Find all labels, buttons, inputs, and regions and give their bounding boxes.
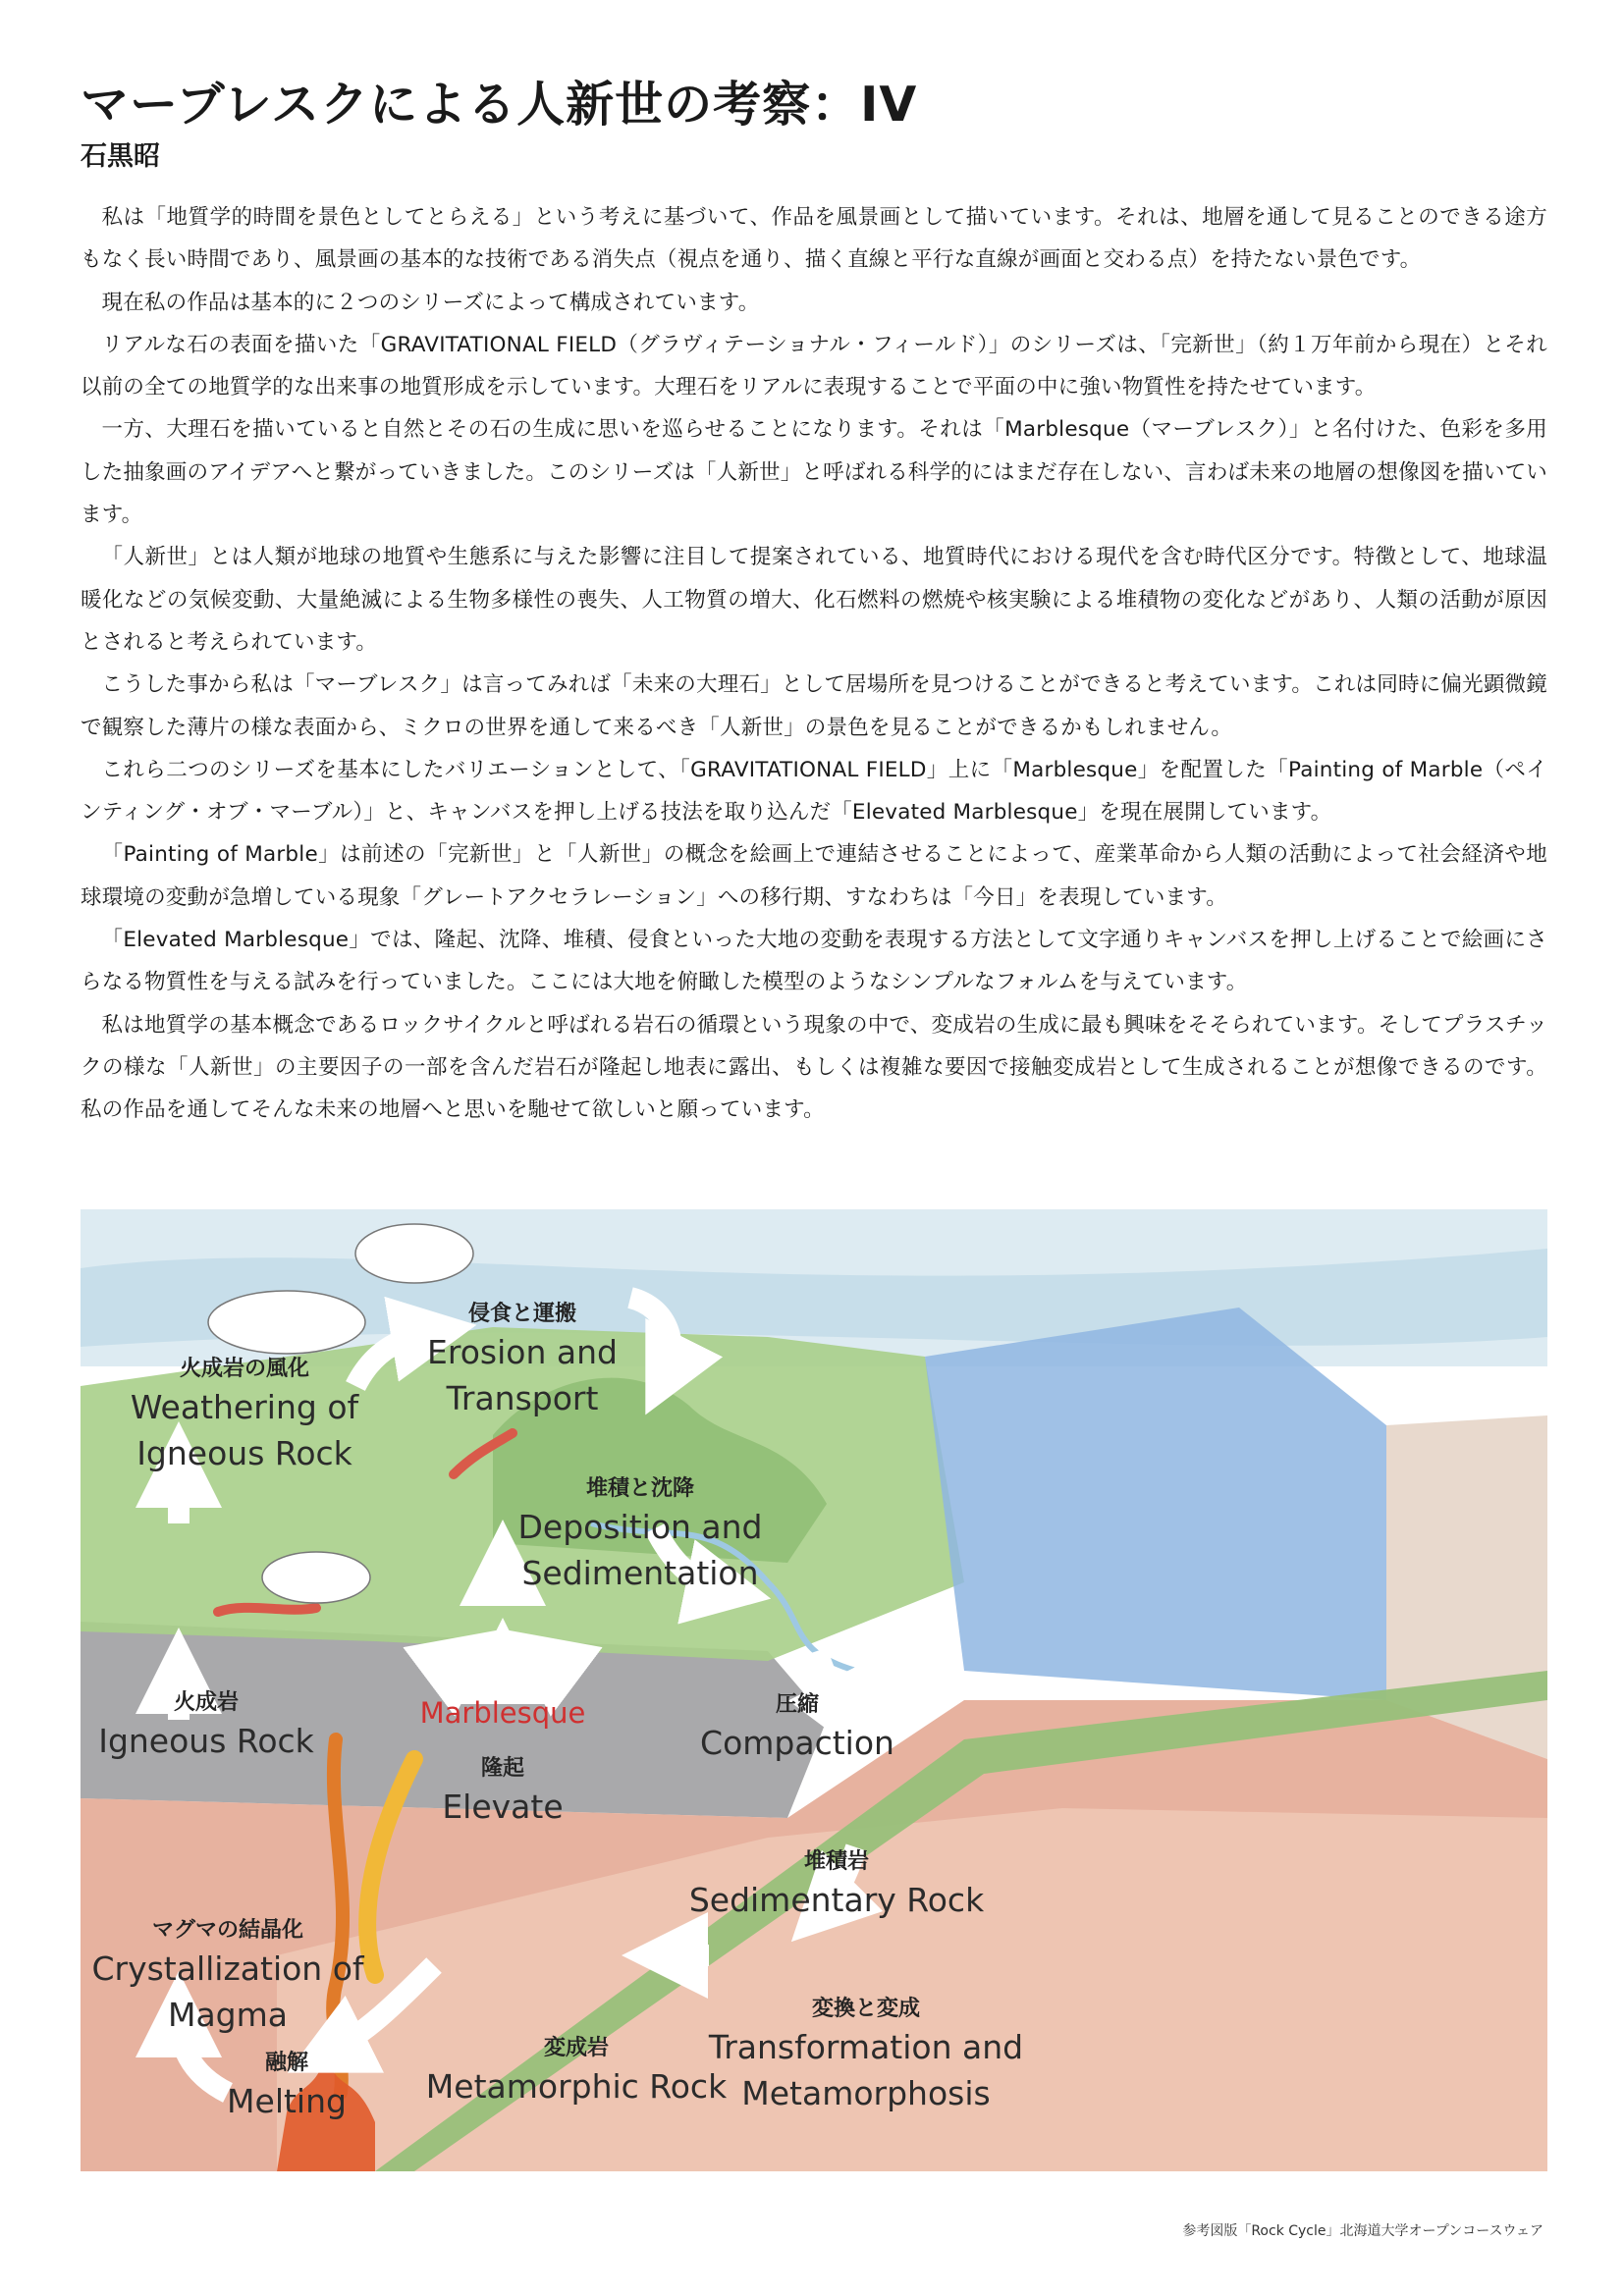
paragraph: 「人新世」とは人類が地球の地質や生態系に与えた影響に注目して提案されている、地質時代における現代を含む時代区分です。特徴として、地球温暖化などの気候変動、大量絶滅による生物多様性の喪失、人工物質の増大、化石燃料の燃焼や核実験による堆積物の変化などがあり、人類の活動が原因とされると考えられています。 (81, 545, 1547, 655)
label-marblesque: Marblesque (419, 1696, 586, 1730)
body-text (81, 196, 1547, 1132)
author-name: 石黒昭 (81, 141, 160, 172)
label-sedimentary: 堆積岩 Sedimentary Rock (688, 1849, 985, 1919)
cloud (355, 1224, 473, 1283)
figure-caption: 参考図版「Rock Cycle」北海道大学オープンコースウェア (1182, 2223, 1543, 2239)
paragraph: 「Elevated Marblesque」では、隆起、沈降、堆積、侵食といった大地の変動を表現する方法として文字通りキャンバスを押し上げることで絵画にさらなる物質性を与える試みを行っていました。ここには大地を俯瞰した模型のようなシンプルなフォルムを与えています。 (81, 928, 1547, 995)
paragraph: リアルな石の表面を描いた「GRAVITATIONAL FIELD（グラヴィテーショナル・フィールド）」のシリーズは、「完新世」（約１万年前から現在）とそれ以前の全ての地質学的な出来事の地質形成を示しています。大理石をリアルに表現することで平面の中に強い物質性を持たせています。 (81, 332, 1547, 400)
arrow (542, 1656, 562, 1671)
paragraph: 現在私の作品は基本的に２つのシリーズによって構成されています。 (101, 290, 760, 315)
label-elevate: 隆起 Elevate (442, 1756, 564, 1826)
rock-cycle-figure (81, 1209, 1547, 2171)
label-erosion: 侵食と運搬 Erosion and Transport (427, 1302, 618, 1417)
page-title: マーブレスクによる人新世の考察：IV (81, 77, 918, 133)
lava-streak (218, 1608, 316, 1612)
paragraph: 私は「地質学的時間を景色としてとらえる」という考えに基づいて、作品を風景画として描いています。それは、地層を通して見ることのできる途方もなく長い時間であり、風景画の基本的な技術である消失点（視点を通り、描く直線と平行な直線が画面と交わる点）を持たない景色です。 (81, 205, 1547, 273)
paragraph: こうした事から私は「マーブレスク」は言ってみれば「未来の大理石」として居場所を見つけることができると考えています。これは同時に偏光顕微鏡で観察した薄片の様な表面から、ミクロの世界を通して来るべき「人新世」の景色を見ることができるかもしれません。 (81, 672, 1547, 740)
label-metamorphic: 変成岩 Metamorphic Rock (425, 2036, 728, 2106)
label-compaction: 圧縮 Compaction (700, 1692, 894, 1762)
paragraph: 私は地質学の基本概念であるロックサイクルと呼ばれる岩石の循環という現象の中で、変成岩の生成に最も興味をそそられています。そしてプラスチックの様な「人新世」の主要因子の一部を含んだ岩石が隆起し地表に露出、もしくは複雑な要因で接触変成岩として生成されることが想像できるのです。私の作品を通してそんな未来の地層へと思いを馳せて欲しいと願っています。 (81, 1012, 1547, 1123)
arrow (444, 1656, 463, 1671)
label-melting: 融解 Melting (227, 2051, 347, 2120)
cloud (208, 1291, 365, 1354)
label-crystallization: マグマの結晶化 Crystallization of Magma (91, 1918, 364, 2034)
label-transformation: 変換と変成 Transformation and Metamorphosis (708, 1997, 1024, 2112)
paragraph: 「Painting of Marble」は前述の「完新世」と「人新世」の概念を絵画上で連結させることによって、産業革命から人類の活動によって社会経済や地球環境の変動が急増している現象「グレートアクセラレーション」への移行期、すなわちは「今日」を表現しています。 (81, 842, 1547, 910)
label-igneous: 火成岩 Igneous Rock (98, 1690, 314, 1760)
cloud (262, 1552, 370, 1603)
paragraph: 一方、大理石を描いていると自然とその石の生成に思いを巡らせることになります。それは「Marblesque（マーブレスク）」と名付けた、色彩を多用した抽象画のアイデアへと繋がっていきました。このシリーズは「人新世」と呼ばれる科学的にはまだ存在しない、言わば未来の地層の想像図を描いています。 (81, 417, 1547, 528)
paragraph: これら二つのシリーズを基本にしたバリエーションとして、「GRAVITATIONAL FIELD」上に「Marblesque」を配置した「Painting of Marble（ペインティング・オブ・マーブル）」と、キャンバスを押し上げる技法を取り込んだ「Elevated Marblesque」を現在展開しています。 (81, 757, 1547, 826)
label-weathering: 火成岩の風化 Weathering of Igneous Rock (130, 1357, 359, 1472)
label-deposition: 堆積と沈降 Deposition and Sedimentation (517, 1476, 763, 1592)
